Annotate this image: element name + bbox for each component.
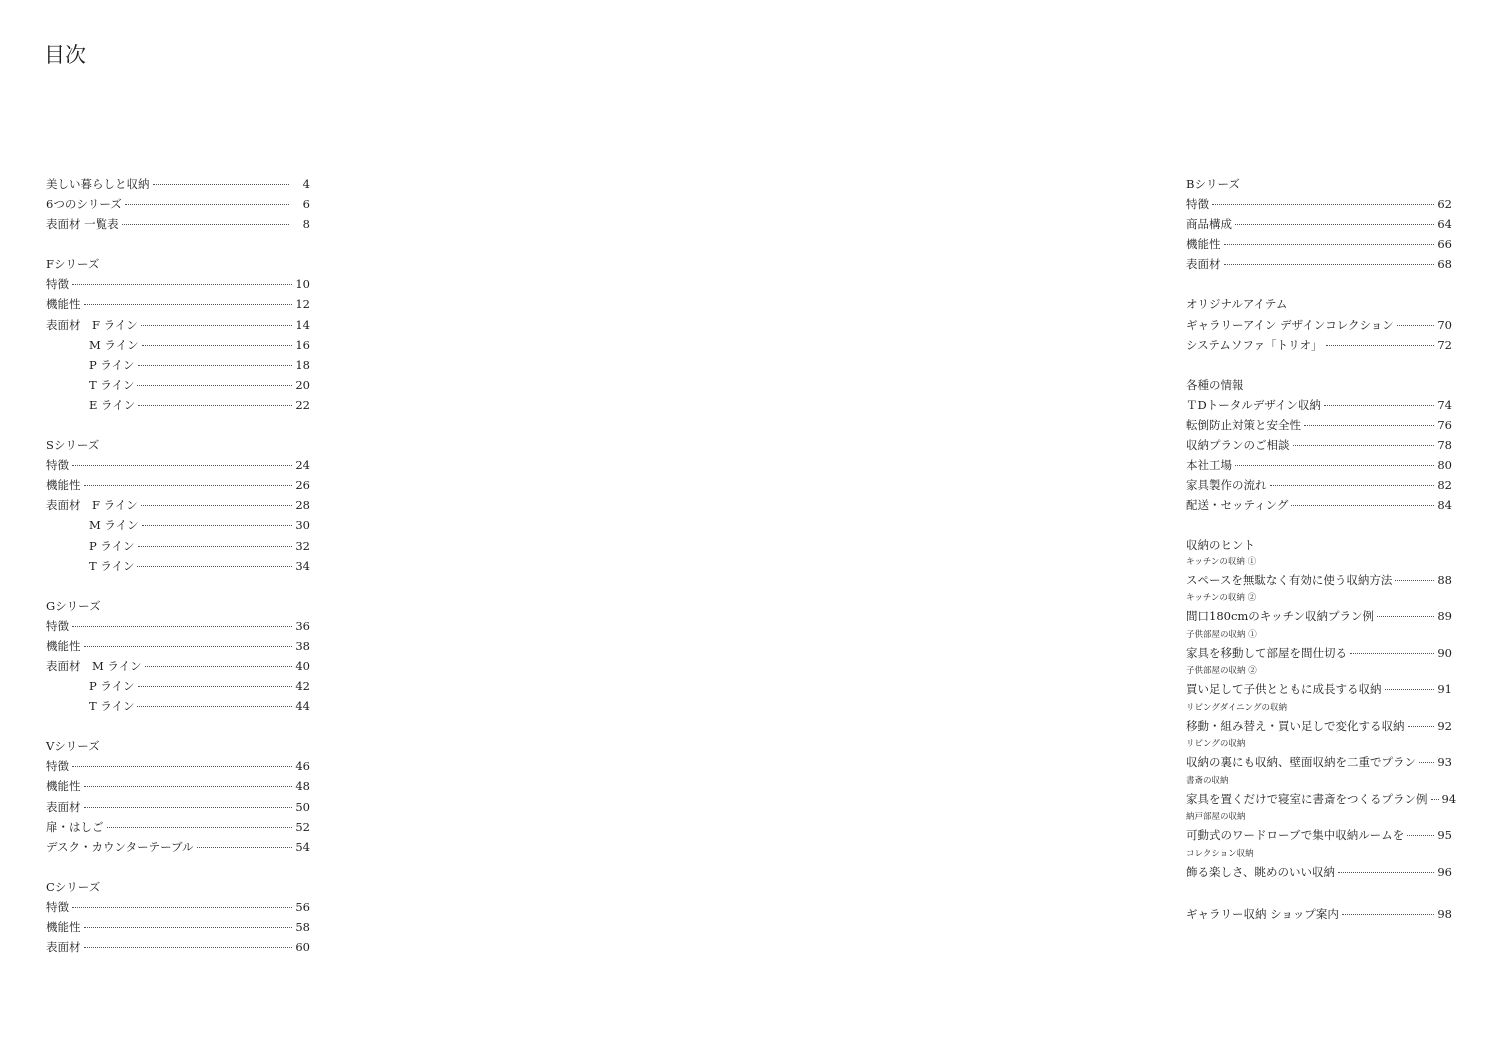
toc-entry-page: 90	[1437, 645, 1452, 660]
toc-entry-page: 58	[295, 920, 310, 934]
toc-entry[interactable]	[1186, 455, 1452, 475]
toc-entry-page: 66	[1437, 237, 1452, 252]
toc-entry-page: 16	[295, 337, 310, 352]
toc-entry[interactable]	[1186, 254, 1452, 274]
toc-entry-page: 96	[1437, 864, 1452, 879]
toc-entry-label: スペースを無駄なく有効に使う収納方法	[1186, 572, 1393, 587]
leader-dots	[1338, 872, 1434, 873]
hint-entry[interactable]	[1186, 848, 1452, 885]
toc-entry-page: 34	[295, 558, 310, 573]
leader-dots	[84, 304, 293, 305]
hint-entry[interactable]	[1186, 592, 1452, 629]
leader-dots	[1224, 264, 1435, 265]
toc-entry-page: 36	[295, 618, 310, 633]
toc-entry-page: 64	[1437, 217, 1452, 232]
toc-entry-page: 80	[1437, 458, 1452, 473]
toc-right-column	[1186, 174, 1457, 944]
toc-entry-label: T ライン	[89, 558, 135, 573]
toc-entry-label: M ライン	[89, 337, 139, 352]
toc-entry-label: 移動・組み替え・買い足しで変化する収納	[1186, 718, 1405, 733]
toc-entry[interactable]	[1186, 435, 1452, 455]
leader-dots	[141, 325, 293, 326]
toc-entry[interactable]	[46, 676, 310, 696]
toc-entry-label: 収納の裏にも収納、壁面収納を二重でプラン	[1186, 755, 1416, 769]
hint-category: リビングの収納	[1186, 739, 1246, 749]
toc-section-b-series	[1186, 174, 1452, 274]
toc-section-g-series	[46, 596, 310, 717]
leader-dots	[1304, 425, 1434, 426]
toc-entry-page: 28	[295, 498, 310, 513]
hint-category: 子供部屋の収納 ②	[1186, 666, 1257, 676]
leader-dots	[72, 907, 292, 908]
leader-dots	[1212, 204, 1434, 205]
toc-entry-label: 特徴	[46, 899, 69, 914]
toc-entry[interactable]	[46, 897, 310, 917]
toc-entry[interactable]	[46, 455, 310, 475]
hint-entry[interactable]	[1186, 629, 1452, 666]
toc-entry-label: デスク・カウンターテーブル	[46, 839, 194, 854]
toc-entry-label: T ライン	[89, 377, 135, 392]
toc-entry-label: P ライン	[89, 538, 135, 553]
toc-entry[interactable]	[1186, 415, 1452, 435]
toc-section-c-series	[46, 877, 310, 957]
toc-entry-label: 商品構成	[1186, 217, 1232, 232]
leader-dots	[142, 345, 293, 346]
toc-entry[interactable]	[46, 756, 310, 776]
section-heading: Bシリーズ	[1186, 177, 1240, 191]
leader-dots	[197, 847, 293, 848]
toc-entry-label: 特徴	[46, 277, 69, 292]
toc-entry[interactable]	[46, 495, 310, 515]
toc-entry-page: 40	[295, 658, 310, 673]
section-heading: Fシリーズ	[46, 257, 100, 272]
leader-dots	[1397, 325, 1435, 326]
toc-entry-page: 50	[295, 799, 310, 814]
leader-dots	[1326, 345, 1435, 346]
hint-category: キッチンの収納 ②	[1186, 593, 1257, 603]
toc-entry-page: 74	[1437, 397, 1452, 412]
toc-section-info	[1186, 375, 1452, 516]
hint-category: リビングダイニングの収納	[1186, 702, 1287, 713]
toc-entry-page: 70	[1437, 317, 1452, 332]
section-heading: Sシリーズ	[46, 438, 100, 453]
toc-entry-label: 表面材 M ライン	[46, 658, 142, 673]
toc-entry-label: 機能性	[46, 478, 81, 493]
leader-dots	[1291, 505, 1434, 506]
toc-entry[interactable]	[46, 776, 310, 796]
toc-entry-page: 18	[295, 357, 310, 372]
toc-entry-page: 91	[1437, 682, 1452, 696]
toc-entry-label: ギャラリー収納 ショップ案内	[1186, 907, 1339, 921]
hint-category: 納戸部屋の収納	[1186, 812, 1246, 822]
leader-dots	[138, 405, 292, 406]
toc-entry-label: 表面材 F ライン	[46, 498, 138, 513]
toc-entry-label: 機能性	[1186, 237, 1221, 252]
hint-category: 子供部屋の収納 ①	[1186, 629, 1257, 640]
hint-category: キッチンの収納 ①	[1186, 556, 1257, 567]
toc-entry-label: ＴDトータルデザイン収納	[1186, 397, 1321, 412]
leader-dots	[72, 284, 292, 285]
toc-entry-label: システムソファ「トリオ」	[1186, 337, 1323, 352]
toc-entry-page: 68	[1437, 257, 1452, 272]
toc-entry-label: 間口180cmのキッチン収納プラン例	[1186, 609, 1374, 623]
toc-entry-page: 12	[295, 297, 310, 312]
toc-entry-label: 扉・はしご	[46, 819, 104, 834]
toc-entry-label: 家具を置くだけで寝室に書斎をつくるプラン例	[1186, 791, 1428, 806]
section-heading: Gシリーズ	[46, 598, 101, 613]
toc-entry-label: 飾る楽しさ、眺めのいい収納	[1186, 864, 1336, 879]
toc-entry-page: 22	[295, 397, 310, 412]
leader-dots	[84, 927, 293, 928]
toc-entry[interactable]	[1186, 475, 1452, 495]
toc-entry[interactable]	[1186, 214, 1452, 234]
toc-entry-label: 本社工場	[1186, 458, 1232, 473]
toc-entry-page: 10	[295, 277, 310, 292]
toc-entry-label: 配送・セッティング	[1186, 498, 1289, 513]
toc-entry[interactable]	[46, 294, 310, 314]
toc-entry-label: 表面材	[46, 940, 81, 955]
toc-entry-page: 89	[1437, 609, 1452, 623]
toc-entry-label: 特徴	[46, 458, 69, 473]
toc-entry[interactable]	[46, 917, 310, 937]
toc-entry[interactable]	[46, 335, 310, 355]
leader-dots	[145, 666, 293, 667]
toc-entry[interactable]	[1186, 395, 1452, 415]
toc-entry-label: 機能性	[46, 297, 81, 312]
toc-entry-label: 機能性	[46, 779, 81, 794]
toc-entry-label: 家具を移動して部屋を間仕切る	[1186, 645, 1347, 660]
leader-dots	[84, 485, 293, 486]
leader-dots	[1385, 689, 1435, 690]
toc-entry[interactable]	[46, 355, 310, 375]
toc-entry[interactable]	[46, 515, 310, 535]
leader-dots	[125, 204, 289, 205]
hint-entry[interactable]	[1186, 775, 1457, 812]
toc-entry[interactable]	[1186, 315, 1452, 335]
toc-entry-label: E ライン	[89, 397, 136, 412]
leader-dots	[1235, 465, 1434, 466]
toc-entry-page: 88	[1437, 572, 1452, 587]
leader-dots	[138, 686, 293, 687]
toc-section-storage-hints	[1186, 535, 1457, 884]
leader-dots	[84, 807, 293, 808]
toc-entry[interactable]	[46, 616, 310, 636]
toc-entry-page: 52	[295, 819, 310, 834]
toc-left-column	[46, 174, 310, 977]
toc-entry-page: 24	[295, 458, 310, 473]
toc-entry-page: 93	[1437, 755, 1452, 769]
page-title: 目次	[44, 43, 86, 67]
leader-dots	[142, 525, 293, 526]
toc-entry-label: 美しい暮らしと収納	[46, 177, 150, 191]
toc-entry-page: 26	[295, 478, 310, 493]
leader-dots	[1377, 616, 1434, 617]
leader-dots	[1270, 485, 1435, 486]
toc-entry[interactable]	[46, 194, 310, 214]
toc-entry-page: 92	[1437, 718, 1452, 733]
toc-entry[interactable]	[46, 696, 310, 716]
section-heading: 各種の情報	[1186, 377, 1244, 392]
toc-entry-page: 78	[1437, 438, 1452, 453]
leader-dots	[138, 546, 293, 547]
leader-dots	[1431, 799, 1439, 800]
toc-section-original-items	[1186, 294, 1452, 354]
leader-dots	[137, 706, 292, 707]
toc-entry-page: 72	[1437, 337, 1452, 352]
toc-entry-page: 46	[295, 759, 310, 774]
leader-dots	[1235, 224, 1434, 225]
hint-entry[interactable]	[1186, 738, 1452, 775]
toc-entry[interactable]	[46, 315, 310, 335]
leader-dots	[72, 626, 292, 627]
leader-dots	[84, 947, 293, 948]
toc-entry-label: T ライン	[89, 699, 135, 714]
toc-entry-label: 表面材	[46, 799, 81, 814]
hint-category: コレクション収納	[1186, 848, 1254, 859]
leader-dots	[138, 365, 293, 366]
leader-dots	[153, 184, 290, 185]
hint-entry[interactable]	[1186, 811, 1452, 848]
section-heading: 収納のヒント	[1186, 538, 1255, 553]
toc-entry-page: 95	[1437, 828, 1452, 842]
toc-entry[interactable]	[46, 636, 310, 656]
toc-entry[interactable]	[46, 556, 310, 576]
toc-entry[interactable]	[1186, 335, 1452, 355]
toc-entry-page: 44	[295, 699, 310, 714]
toc-entry-label: 表面材	[1186, 257, 1221, 272]
toc-entry[interactable]	[1186, 904, 1452, 924]
toc-entry[interactable]	[46, 797, 310, 817]
toc-entry[interactable]	[46, 837, 310, 857]
toc-entry-page: 84	[1437, 498, 1452, 513]
toc-entry[interactable]	[46, 274, 310, 294]
toc-entry[interactable]	[46, 536, 310, 556]
toc-entry-page: 54	[295, 839, 310, 854]
toc-entry[interactable]	[46, 475, 310, 495]
toc-section-v-series	[46, 736, 310, 857]
leader-dots	[72, 465, 292, 466]
toc-entry-label: P ライン	[89, 679, 135, 694]
toc-entry-label: 特徴	[46, 759, 69, 774]
section-heading: Cシリーズ	[46, 879, 101, 894]
toc-entry[interactable]	[46, 937, 310, 957]
toc-entry-label: 特徴	[1186, 197, 1209, 212]
leader-dots	[137, 385, 292, 386]
toc-entry-page: 60	[295, 940, 310, 955]
toc-entry[interactable]	[46, 375, 310, 395]
leader-dots	[1342, 914, 1434, 915]
toc-entry-page: 6	[302, 197, 310, 212]
toc-entry-page: 56	[295, 899, 310, 914]
toc-entry[interactable]	[1186, 234, 1452, 254]
leader-dots	[1407, 835, 1434, 836]
leader-dots	[1419, 762, 1434, 763]
toc-entry-page: 98	[1437, 907, 1452, 921]
toc-entry-label: M ライン	[89, 518, 139, 533]
toc-entry-page: 4	[302, 177, 310, 191]
toc-entry-page: 94	[1441, 791, 1457, 806]
toc-entry[interactable]	[46, 214, 310, 234]
toc-entry-label: 収納プランのご相談	[1186, 438, 1290, 453]
toc-entry-label: 可動式のワードローブで集中収納ルームを	[1186, 828, 1405, 842]
leader-dots	[84, 646, 293, 647]
hint-entry[interactable]	[1186, 702, 1452, 739]
toc-entry-page: 76	[1437, 417, 1452, 432]
toc-entry-label: 表面材 一覧表	[46, 217, 119, 232]
toc-entry-page: 30	[295, 518, 310, 533]
toc-entry[interactable]	[46, 395, 310, 415]
leader-dots	[72, 766, 292, 767]
toc-section-shop	[1186, 904, 1452, 924]
toc-entry-label: 買い足して子供とともに成長する収納	[1186, 682, 1382, 696]
toc-entry-page: 20	[295, 377, 310, 392]
toc-entry-label: P ライン	[89, 357, 135, 372]
toc-entry-page: 42	[295, 679, 310, 694]
toc-section-s-series	[46, 435, 310, 576]
toc-entry-label: 特徴	[46, 618, 69, 633]
leader-dots	[107, 827, 293, 828]
section-heading: Vシリーズ	[46, 739, 100, 754]
toc-entry-label: 表面材 F ライン	[46, 317, 138, 332]
toc-entry-page: 82	[1437, 478, 1452, 493]
toc-entry[interactable]	[1186, 194, 1452, 214]
toc-entry-label: 6つのシリーズ	[46, 197, 122, 212]
leader-dots	[1395, 580, 1434, 581]
toc-entry[interactable]	[46, 656, 310, 676]
leader-dots	[137, 566, 292, 567]
leader-dots	[1408, 726, 1435, 727]
leader-dots	[1350, 653, 1434, 654]
toc-entry-label: 機能性	[46, 638, 81, 653]
hint-entry[interactable]	[1186, 556, 1452, 593]
toc-entry-label: 機能性	[46, 920, 81, 934]
leader-dots	[1224, 244, 1435, 245]
leader-dots	[122, 224, 289, 225]
toc-section-intro	[46, 174, 310, 234]
leader-dots	[1324, 405, 1434, 406]
toc-entry-page: 8	[302, 217, 310, 232]
hint-category: 書斎の収納	[1186, 775, 1229, 786]
toc-entry-label: 家具製作の流れ	[1186, 478, 1267, 493]
toc-entry-page: 32	[295, 538, 310, 553]
leader-dots	[141, 505, 293, 506]
toc-entry-page: 48	[295, 779, 310, 794]
toc-entry[interactable]	[46, 174, 310, 194]
leader-dots	[1293, 445, 1435, 446]
toc-entry-label: ギャラリーアイン デザインコレクション	[1186, 317, 1394, 332]
toc-entry-page: 38	[295, 638, 310, 653]
toc-entry-page: 14	[295, 317, 310, 332]
toc-entry[interactable]	[1186, 495, 1452, 515]
toc-entry-page: 62	[1437, 197, 1452, 212]
hint-entry[interactable]	[1186, 665, 1452, 702]
toc-section-f-series	[46, 254, 310, 415]
leader-dots	[84, 786, 293, 787]
section-heading: オリジナルアイテム	[1186, 297, 1288, 312]
toc-entry-label: 転倒防止対策と安全性	[1186, 417, 1301, 432]
toc-entry[interactable]	[46, 817, 310, 837]
